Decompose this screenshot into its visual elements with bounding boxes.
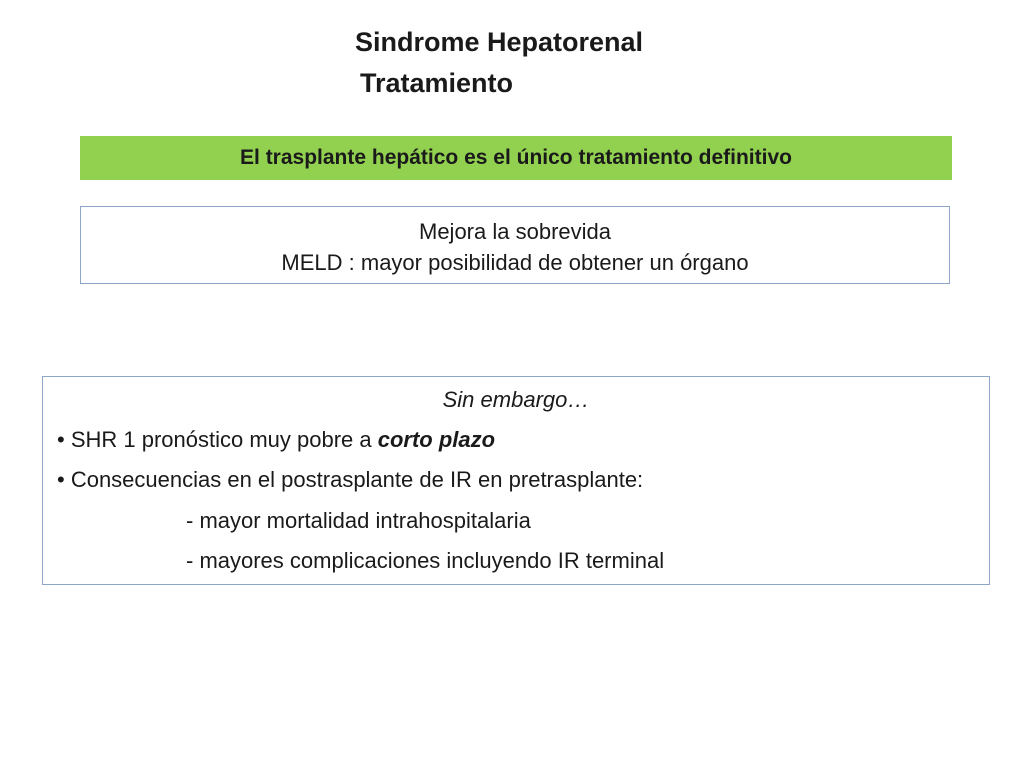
slide-subtitle: Tratamiento bbox=[360, 68, 514, 98]
highlight-banner bbox=[80, 136, 952, 180]
benefit-survival: Mejora la sobrevida bbox=[419, 219, 611, 244]
caveats-box bbox=[42, 376, 990, 585]
bullet-prognosis bbox=[57, 427, 495, 453]
benefit-meld: MELD : mayor posibilidad de obtener un órgano bbox=[281, 250, 749, 275]
benefits-box bbox=[80, 206, 950, 284]
bullet-prognosis-text: • SHR 1 pronóstico muy pobre a bbox=[57, 427, 378, 452]
slide-title: Sindrome Hepatorenal bbox=[355, 27, 644, 57]
bullet-prognosis-emphasis: corto plazo bbox=[377, 427, 496, 452]
highlight-text: El trasplante hepático es el único tratamiento definitivo bbox=[240, 146, 792, 169]
sub-item-complications: - mayores complicaciones incluyendo IR terminal bbox=[186, 548, 665, 573]
bullet-consequences: • Consecuencias en el postrasplante de IR en pretrasplante: bbox=[57, 467, 644, 492]
sub-item-mortality: - mayor mortalidad intrahospitalaria bbox=[186, 508, 531, 533]
caveats-intro: Sin embargo… bbox=[442, 387, 590, 412]
